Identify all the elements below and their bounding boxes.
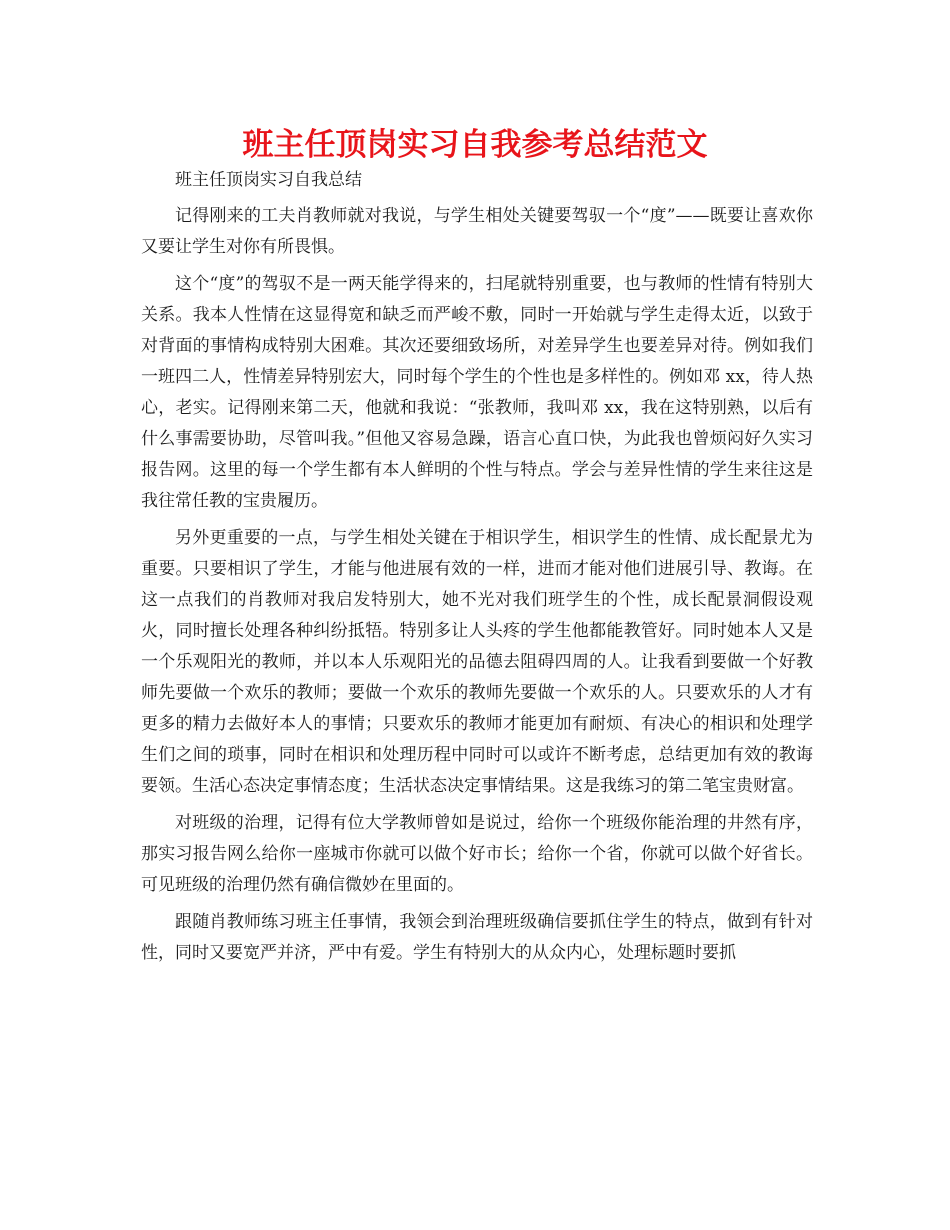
- paragraph: 对班级的治理，记得有位大学教师曾如是说过，给你一个班级你能治理的井然有序，那实习报告网么给你一座城市你就可以做个好市长；给你一个省，你就可以做个好省长。可见班级的治理仍然有确信微妙在里面的。: [141, 813, 813, 895]
- paragraph: 记得刚来的工夫肖教师就对我说，与学生相处关键要驾驭一个“度”——既要让喜欢你又要让学生对你有所畏惧。: [141, 206, 813, 257]
- paragraph: 跟随肖教师练习班主任事情，我领会到治理班级确信要抓住学生的特点，做到有针对性，同时又要宽严并济，严中有爱。学生有特别大的从众内心，处理标题时要抓: [141, 912, 813, 963]
- paragraph: 这个“度”的驾驭不是一两天能学得来的，扫尾就特别重要，也与教师的性情有特别大关系。我本人性情在这显得宽和缺乏而严峻不敷，同时一开始就与学生走得太近，以致于对背面的事情构成特别大困难。其次还要细致场所，对差异学生也要差异对待。例如我们一班四二人，性情差异特别宏大，同时每个学生的个性也是多样性的。例如邓 xx，待人热心，老实。记得刚来第二天，他就和我说：“张教师，我叫邓 xx，我在这特别熟，以后有什么事需要协助，尽管叫我。”但他又容易急躁，语言心直口快，为此我也曾烦闷好久实习报告网。这里的每一个学生都有本人鲜明的个性与特点。学会与差异性情的学生来往这是我往常任教的宝贵履历。: [141, 274, 813, 511]
- document-subtitle: 班主任顶岗实习自我总结: [175, 170, 362, 190]
- paragraph: 另外更重要的一点，与学生相处关键在于相识学生，相识学生的性情、成长配景尤为重要。只要相识了学生，才能与他进展有效的一样，进而才能对他们进展引导、教诲。在这一点我们的肖教师对我启发特别大，她不光对我们班学生的个性，成长配景洞假设观火，同时擅长处理各种纠纷抵牾。特别多让人头疼的学生他都能教管好。同时她本人又是一个乐观阳光的教师，并以本人乐观阳光的品德去阻碍四周的人。让我看到要做一个好教师先要做一个欢乐的教师；要做一个欢乐的教师先要做一个欢乐的人。只要欢乐的人才有更多的精力去做好本人的事情；只要欢乐的教师才能更加有耐烦、有决心的相识和处理学生们之间的琐事，同时在相识和处理历程中同时可以或许不断考虑，总结更加有效的教诲要领。生活心态决定事情态度；生活状态决定事情结果。这是我练习的第二笔宝贵财富。: [141, 528, 813, 796]
- document-body: [141, 165, 813, 975]
- document-title: 班主任顶岗实习自我参考总结范文: [242, 127, 708, 163]
